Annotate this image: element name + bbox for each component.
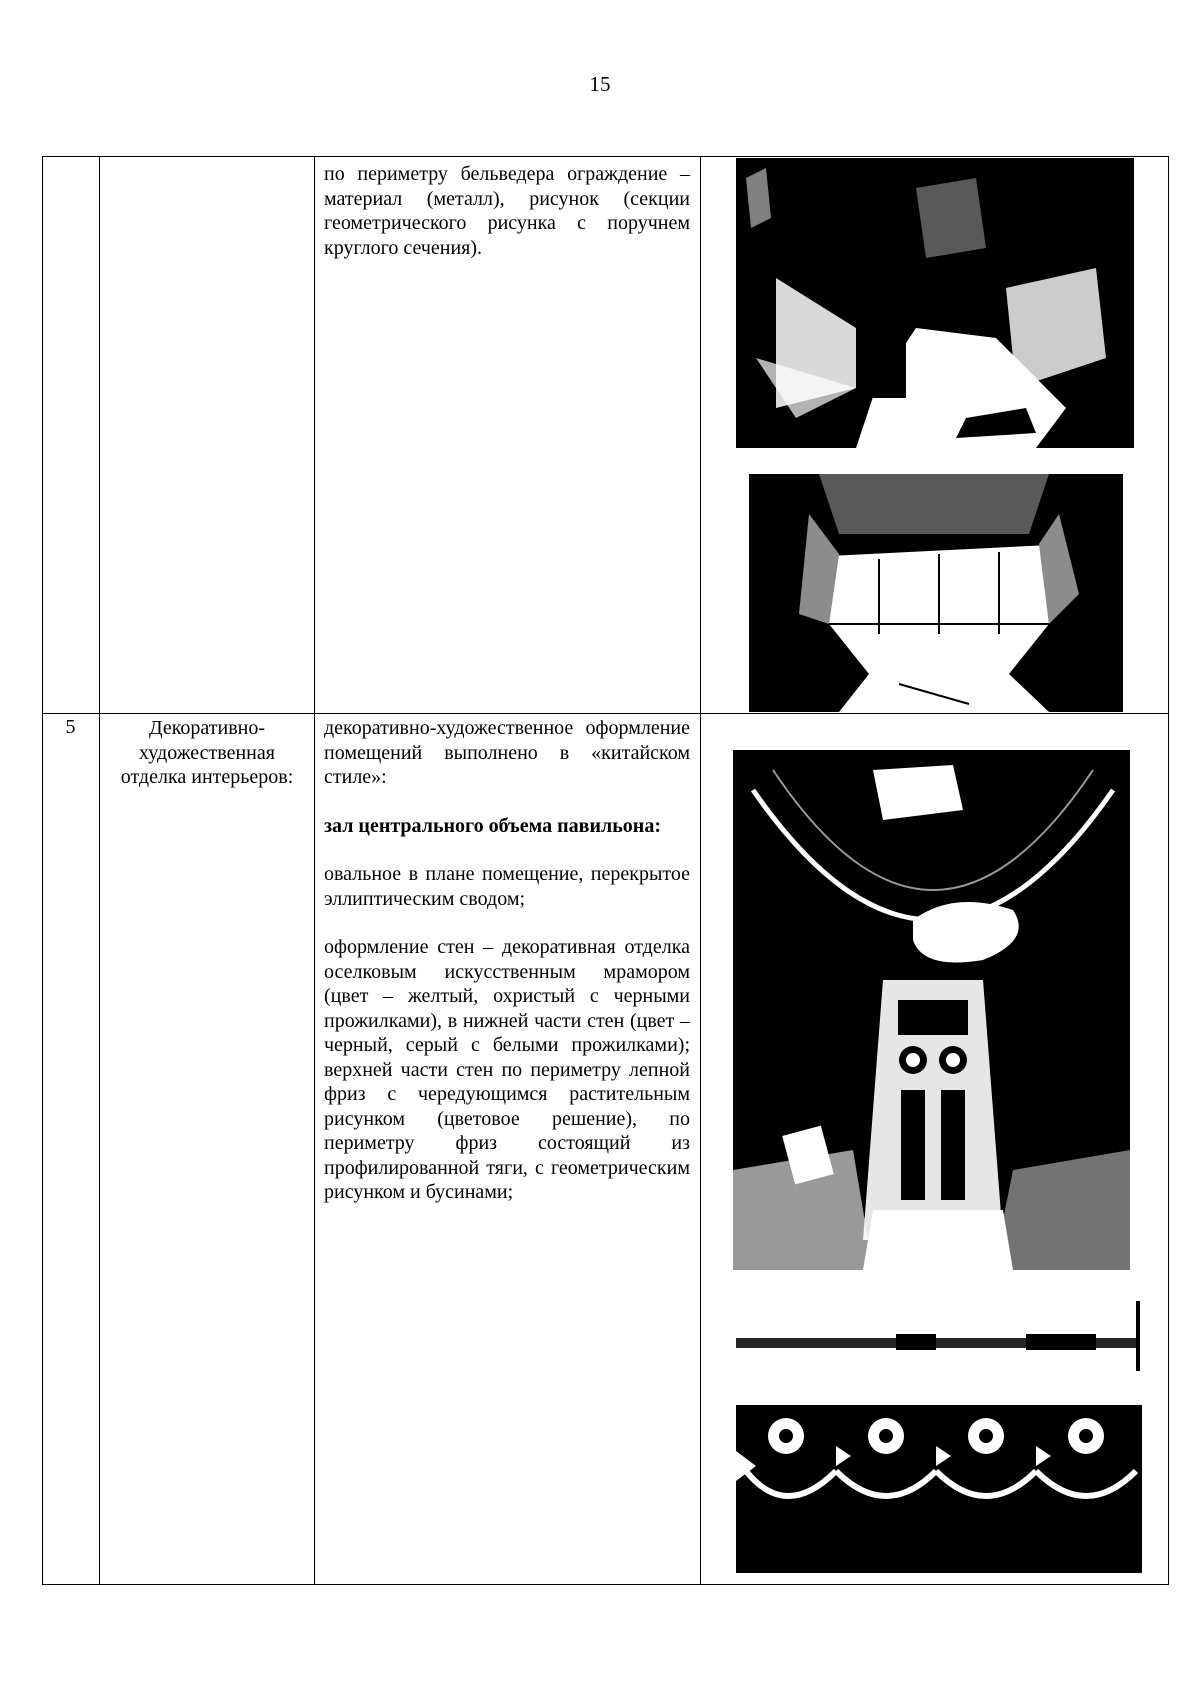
element-name-line: Декоративно- xyxy=(148,717,266,739)
table-border-left xyxy=(42,156,43,1585)
page-number: 15 xyxy=(589,72,611,96)
belvedere-interior-photo xyxy=(736,158,1134,448)
column-divider-2 xyxy=(314,156,315,1585)
table-border-bottom xyxy=(42,1584,1169,1585)
frieze-detail-photo xyxy=(736,1301,1142,1573)
element-name-line: художественная xyxy=(139,741,275,764)
column-divider-1 xyxy=(99,156,100,1585)
interior-finish-description xyxy=(324,716,690,1205)
row-divider xyxy=(42,713,1169,714)
row-number: 5 xyxy=(65,716,76,738)
belvedere-railing-description: по периметру бельведера ограждение – материал (металл), рисунок (секции геометрического рисунка с поручнем круглого сечения). xyxy=(324,163,690,259)
hall-shape-paragraph: овальное в плане помещение, перекрытое эллиптическим сводом; xyxy=(324,863,690,910)
wall-finish-paragraph: оформление стен – декоративная отделка оселковым искусственным мрамором (цвет – желтый, охристый с черными прожилками), в нижней части стен (цвет – черный, серый с белыми прожилками); верхней части стен по периметру лепной фриз с чередующимся растительным рисунком (цветовое решение), по периметру фриз состоящий из профилированной тяги, с геометрическим рисунком и бусинами; xyxy=(324,936,690,1203)
element-name-line: отделка интерьеров: xyxy=(120,766,294,788)
column-divider-3 xyxy=(700,156,701,1585)
table-border-top xyxy=(42,156,1169,157)
description-table xyxy=(42,156,1169,1585)
central-hall-vault-photo xyxy=(733,750,1130,1270)
element-name xyxy=(100,716,314,790)
table-border-right xyxy=(1168,156,1169,1585)
intro-paragraph: декоративно-художественное оформление помещений выполнено в «китайском стиле»: xyxy=(324,717,690,788)
hall-heading: зал центрального объема павильона: xyxy=(324,814,661,837)
belvedere-railing-photo xyxy=(749,474,1123,712)
